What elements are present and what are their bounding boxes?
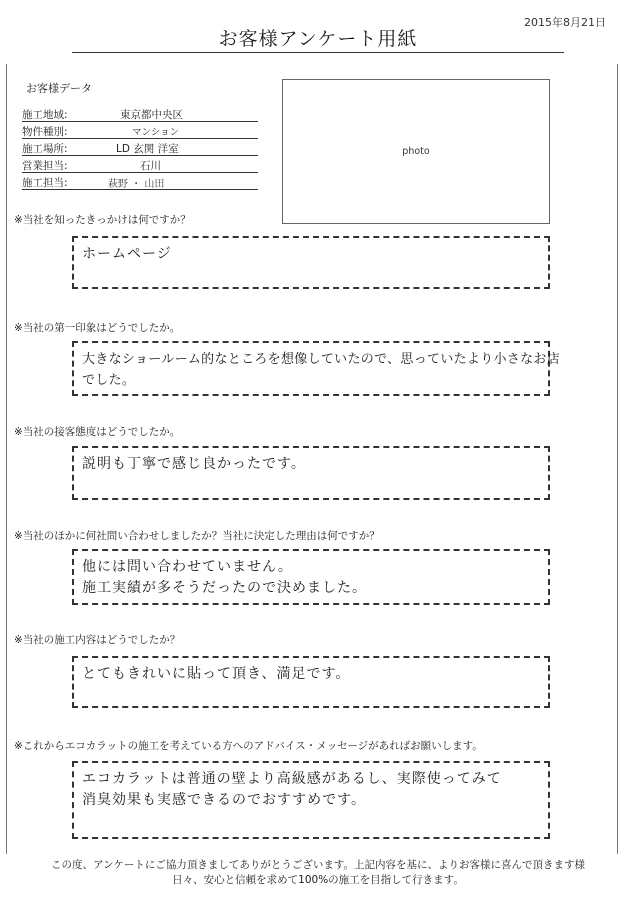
customer-data-label: お客様データ [26,82,92,95]
question-1: ※当社を知ったきっかけは何ですか？ [14,214,191,226]
info-key: 施工地域: [22,109,68,121]
answer-line: 大きなショールーム的なところを想像していたので、思っていたより小さなお店 [82,352,561,367]
answer-box-6 [72,761,550,839]
info-key: 施工担当: [22,177,68,189]
photo-label: photo [402,146,430,157]
info-key: 営業担当: [22,160,68,172]
info-value: マンション [132,127,180,138]
info-row-area [22,105,258,122]
question-5: ※当社の施工内容はどうでしたか？ [14,634,181,646]
footer-message [0,858,636,888]
info-row-installer [22,173,258,190]
answer-line: 説明も丁寧で感じ良かったです。 [82,456,306,472]
right-border-line [617,64,618,854]
footer-line: 日々、安心と信頼を求めて100%の施工を目指して行きます。 [172,874,464,886]
info-row-location [22,139,258,156]
answer-line: 消臭効果も実感できるのでおすすめです。 [82,792,367,808]
question-3: ※当社の接客態度はどうでしたか。 [14,426,181,438]
info-value: 東京都中央区 [120,109,183,121]
info-value-handwritten: 萩野 ・ 山田 [108,179,165,190]
answer-box-5 [72,656,550,708]
info-row-sales [22,156,258,173]
footer-line: この度、アンケートにご協力頂きましてありがとうございます。上記内容を基に、よりお客様に喜んで頂きます様 [50,859,586,871]
answer-line: エコカラットは普通の壁より高級感があるし、実際使ってみて [82,771,502,787]
survey-date: 2015年8月21日 [524,16,606,29]
info-key: 施工場所: [22,143,68,155]
left-border-line [6,64,7,854]
question-4: ※当社のほかに何社問い合わせしましたか？当社に決定した理由は何ですか？ [14,530,380,542]
photo-placeholder [282,79,550,224]
info-row-property-type [22,122,258,139]
title-underline [72,52,564,53]
question-2: ※当社の第一印象はどうでしたか。 [14,322,181,334]
answer-line: でした。 [82,373,136,388]
answer-line: ホームページ [82,246,172,262]
answer-box-2 [72,341,561,396]
answer-line: 他には問い合わせていません。 [82,559,293,575]
answer-line: とてもきれいに貼って頂き、満足です。 [82,666,351,682]
customer-info-table [22,105,258,190]
info-value: LD 玄関 洋室 [116,143,179,155]
info-key: 物件種別: [22,126,68,138]
title-area [0,24,636,51]
page-title: お客様アンケート用紙 [218,28,418,50]
info-value: 石川 [140,160,161,172]
answer-box-4 [72,549,550,605]
answer-line: 施工実績が多そうだったので決めました。 [82,580,367,596]
question-6: ※これからエコカラットの施工を考えている方へのアドバイス・メッセージがあればお願いします。 [14,740,483,752]
answer-box-3 [72,446,550,500]
answer-box-1 [72,236,550,289]
